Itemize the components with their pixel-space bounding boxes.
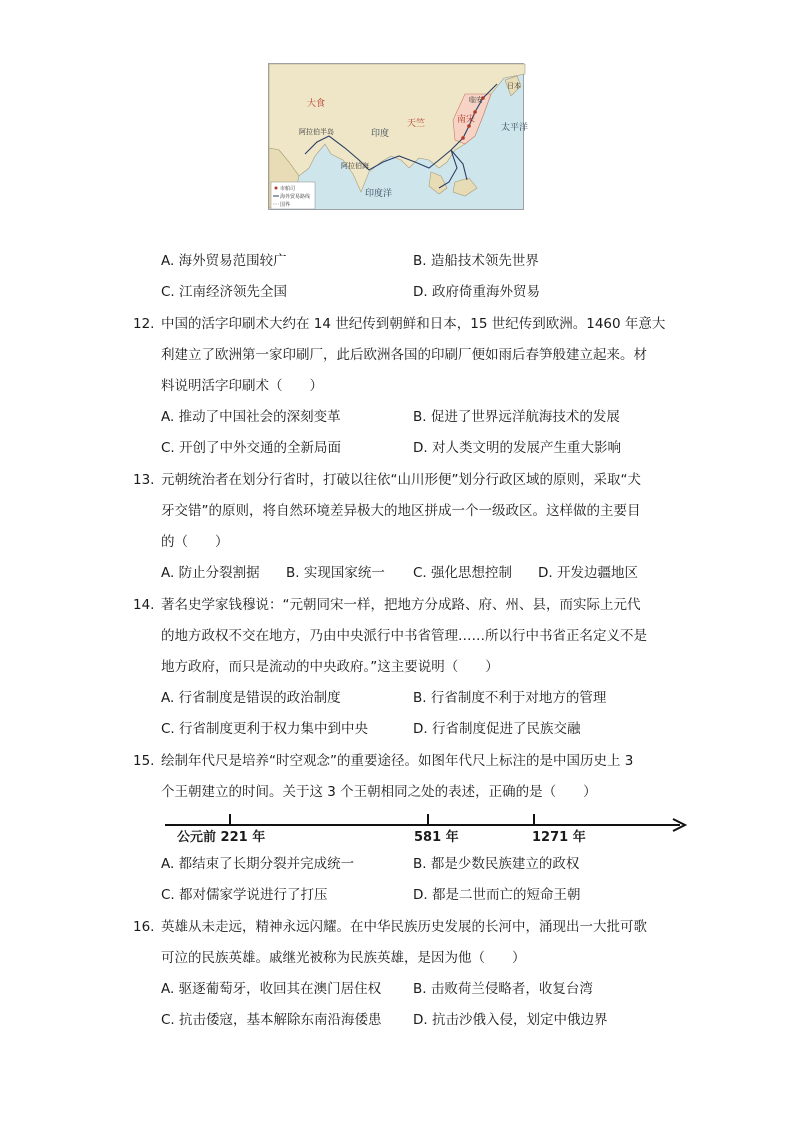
legend-item: 市舶司: [280, 186, 296, 192]
question-number: 14.: [133, 597, 155, 613]
q12-option-c[interactable]: C. 开创了中外交通的全新局面: [161, 440, 342, 456]
q15-option-a[interactable]: A. 都结束了长期分裂并完成统一: [161, 856, 355, 872]
q16-option-a[interactable]: A. 驱逐葡萄牙，收回其在澳门居住权: [161, 981, 382, 997]
map-label-japan: 日本: [507, 82, 521, 90]
q11-option-c[interactable]: C. 江南经济领先全国: [161, 284, 288, 300]
q15-option-b[interactable]: B. 都是少数民族建立的政权: [413, 856, 580, 872]
q15-stem-line: 个王朝建立的时间。关于这 3 个王朝相同之处的表述，正确的是（ ）: [161, 784, 597, 800]
legend-item: 国界: [280, 202, 291, 208]
map-label-tianzhu: 天竺: [407, 119, 426, 129]
island-landmass: [453, 178, 477, 196]
timeline-axis: [165, 806, 690, 828]
q16-stem-line: 英雄从未走远，精神永远闪耀。在中华民族历史发展的长河中，涌现出一大批可歌: [161, 919, 647, 935]
timeline-label: 1271 年: [532, 830, 586, 845]
map-label-arabia: 阿拉伯半岛: [299, 128, 334, 136]
q15-option-d[interactable]: D. 都是二世而亡的短命王朝: [413, 887, 581, 903]
q14-option-d[interactable]: D. 行省制度促进了民族交融: [413, 721, 581, 737]
q12-stem-line: 中国的活字印刷术大约在 14 世纪传到朝鲜和日本，15 世纪传到欧洲。1460 年意大: [161, 316, 666, 332]
q14-stem-line: 的地方政权不交在地方，乃由中央派行中书省管理……所以行中书省正名定义不是: [161, 628, 647, 644]
q15-stem-line: 绘制年代尺是培养“时空观念”的重要途径。如图年代尺上标注的是中国历史上 3: [161, 753, 634, 769]
q12-option-d[interactable]: D. 对人类文明的发展产生重大影响: [413, 440, 621, 456]
q16-stem-line: 可泣的民族英雄。戚继光被称为民族英雄，是因为他（ ）: [161, 950, 526, 966]
q13-option-b[interactable]: B. 实现国家统一: [286, 565, 385, 581]
island-landmass: [429, 172, 447, 194]
map-graphic: [269, 64, 529, 211]
q14-option-a[interactable]: A. 行省制度是错误的政治制度: [161, 690, 341, 706]
map-label-linan: 临安: [469, 96, 483, 104]
q14-option-c[interactable]: C. 行省制度更利于权力集中到中央: [161, 721, 369, 737]
dynasty-timeline: [165, 806, 690, 844]
q11-option-d[interactable]: D. 政府倚重海外贸易: [413, 284, 540, 300]
q16-option-c[interactable]: C. 抗击倭寇，基本解除东南沿海倭患: [161, 1012, 382, 1028]
q12-stem-line: 料说明活字印刷术（ ）: [161, 378, 323, 394]
q15-option-c[interactable]: C. 都对儒家学说进行了打压: [161, 887, 328, 903]
q16-option-b[interactable]: B. 击败荷兰侵略者，收复台湾: [413, 981, 593, 997]
q11-option-a[interactable]: A. 海外贸易范围较广: [161, 253, 287, 269]
q14-option-b[interactable]: B. 行省制度不利于对地方的管理: [413, 690, 607, 706]
q14-stem-line: 著名史学家钱穆说：“元朝同宋一样，把地方分成路、府、州、县，而实际上元代: [161, 597, 641, 613]
timeline-label: 581 年: [414, 830, 459, 845]
map-label-arabian-sea: 阿拉伯海: [341, 162, 369, 170]
q12-stem-line: 利建立了欧洲第一家印刷厂，此后欧洲各国的印刷厂便如雨后春笋般建立起来。材: [161, 347, 647, 363]
timeline-label: 公元前 221 年: [177, 830, 266, 845]
song-trade-map: [268, 63, 529, 210]
map-label-pacific: 太平洋: [501, 123, 529, 133]
q16-option-d[interactable]: D. 抗击沙俄入侵，划定中俄边界: [413, 1012, 608, 1028]
q12-option-b[interactable]: B. 促进了世界远洋航海技术的发展: [413, 409, 620, 425]
question-number: 12.: [133, 316, 155, 332]
q12-option-a[interactable]: A. 推动了中国社会的深刻变革: [161, 409, 341, 425]
port-marker: [461, 136, 465, 140]
port-marker: [473, 110, 477, 114]
q13-stem-line: 元朝统治者在划分行省时，打破以往依“山川形便”划分行政区域的原则，采取“犬: [161, 472, 641, 488]
question-number: 13.: [133, 472, 155, 488]
map-label-dashi: 大食: [307, 99, 326, 109]
q14-stem-line: 地方政府，而只是流动的中央政府。”这主要说明（ ）: [161, 659, 499, 675]
legend-port-icon: [275, 187, 278, 190]
q13-option-d[interactable]: D. 开发边疆地区: [538, 565, 638, 581]
map-label-indian-ocean: 印度洋: [365, 189, 393, 199]
map-label-india: 印度: [371, 129, 390, 139]
question-number: 16.: [133, 919, 155, 935]
q13-option-c[interactable]: C. 强化思想控制: [413, 565, 513, 581]
question-number: 15.: [133, 753, 155, 769]
q13-option-a[interactable]: A. 防止分裂割据: [161, 565, 260, 581]
q13-stem-line: 的（ ）: [161, 534, 229, 550]
q11-option-b[interactable]: B. 造船技术领先世界: [413, 253, 539, 269]
legend-item: 海外贸易路线: [280, 194, 311, 200]
q13-stem-line: 牙交错”的原则，将自然环境差异极大的地区拼成一个一级政区。这样做的主要目: [161, 503, 641, 519]
map-label-song: 南宋: [457, 115, 476, 125]
